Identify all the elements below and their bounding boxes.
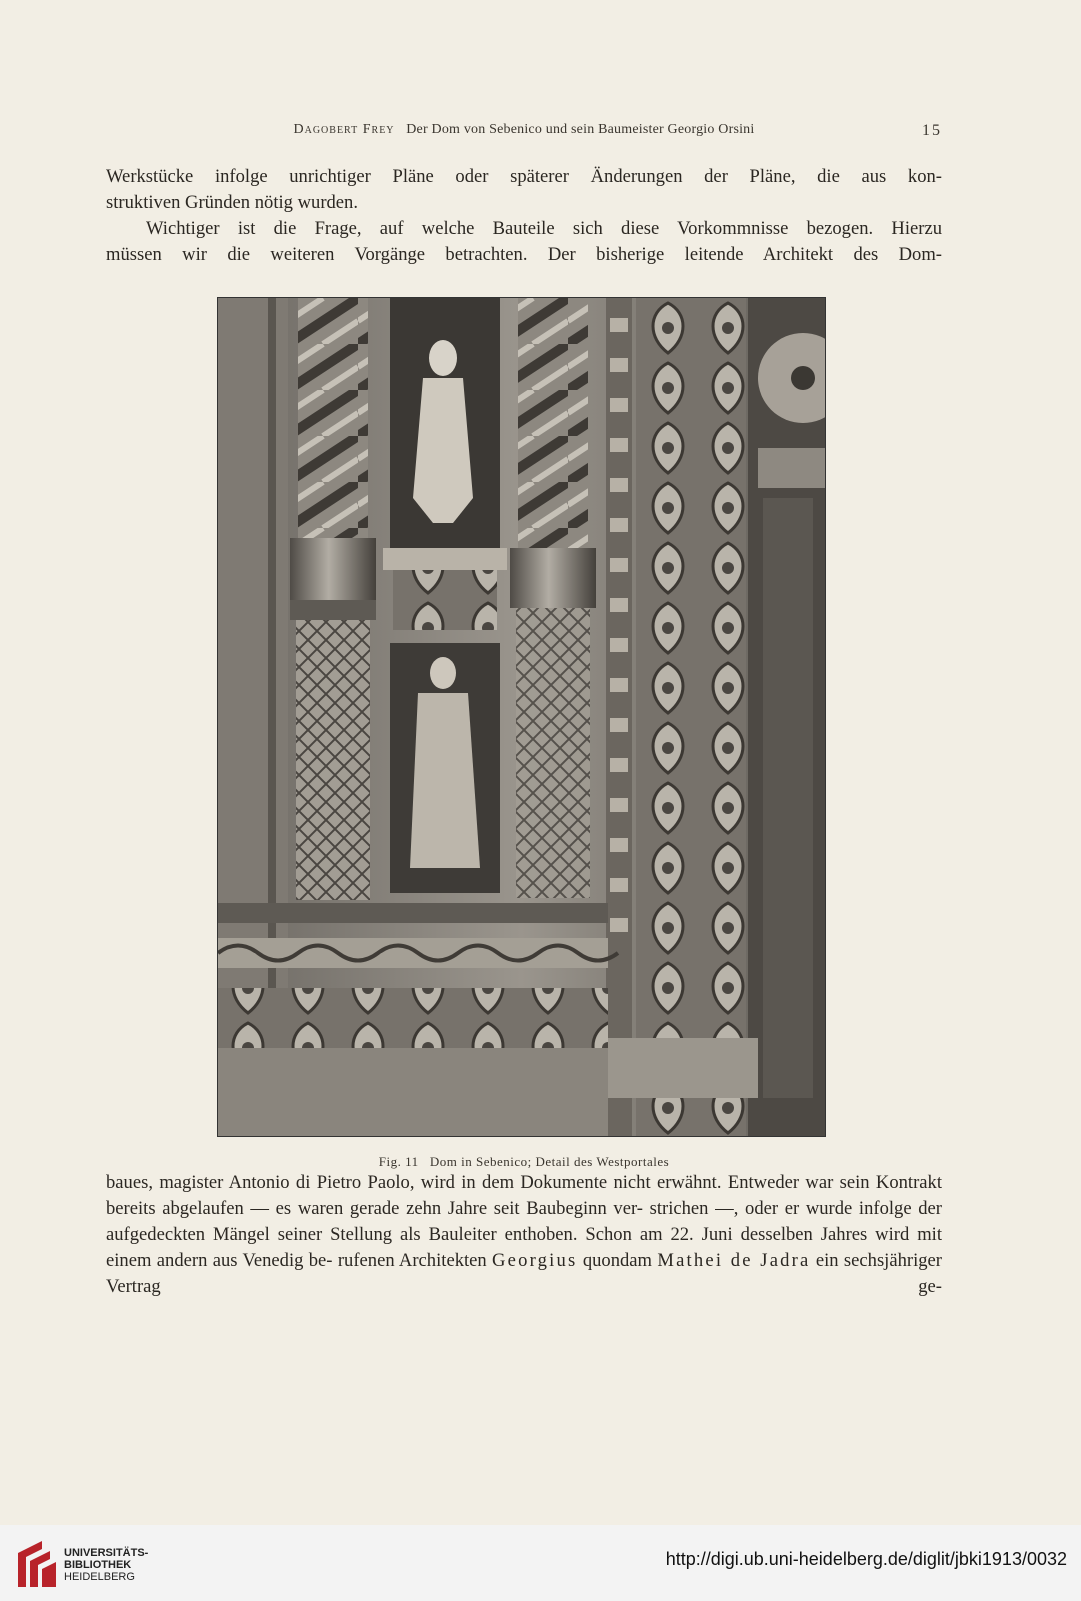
paragraph-text-part: ein sechsjähriger Vertrag ge- bbox=[106, 1250, 943, 1297]
spaced-name-georgius: Georgius bbox=[492, 1250, 578, 1271]
text-line bbox=[106, 216, 942, 242]
running-header bbox=[106, 122, 942, 146]
permalink-url[interactable]: http://digi.ub.uni-heidelberg.de/diglit/jbki1913/0032 bbox=[665, 1549, 1067, 1569]
text-line: struktiven Gründen nötig wurden. bbox=[106, 192, 359, 213]
footer-bar bbox=[0, 1525, 1081, 1601]
header-title: Der Dom von Sebenico und sein Baumeister Georgio Orsini bbox=[406, 122, 755, 137]
library-line: UNIVERSITÄTS- bbox=[64, 1547, 149, 1559]
portal-photo-illustration bbox=[218, 298, 825, 1136]
text-line: Werkstücke infolge unrichtiger Pläne oder späterer Änderungen der Pläne, die aus kon- bbox=[106, 166, 942, 187]
text-line-content: Wichtiger ist die Frage, auf welche Bauteile sich diese Vorkommnisse bezogen. Hierzu bbox=[146, 218, 942, 239]
spaced-name-mathei: Mathei de Jadra bbox=[657, 1250, 811, 1271]
library-logo-icon bbox=[12, 1539, 60, 1591]
page-number: 15 bbox=[922, 122, 942, 139]
figure-caption: Fig. 11 Dom in Sebenico; Detail des Westportales bbox=[378, 1154, 670, 1169]
paragraph-text-part: baues, magister Antonio di Pietro Paolo, wird in dem Dokumente nicht erwähnt. Entweder war sein Kontrakt bereits abgelaufen — es waren gerade zehn Jahre seit Baubeginn ver- strichen —, oder er wurde infolge der aufgedeckten Mängel seiner Stellung als Bauleiter enthoben. Schon am 22. Juni desselben Jahres wird mit einem andern aus Venedig be- rufenen Architekten bbox=[106, 1172, 942, 1271]
paragraph-top bbox=[106, 164, 942, 268]
library-name bbox=[64, 1547, 148, 1583]
header-author: Dagobert Frey bbox=[293, 122, 395, 137]
library-line: BIBLIOTHEK bbox=[64, 1559, 132, 1571]
figure-photo-portal-detail bbox=[217, 297, 826, 1137]
paragraph-bottom bbox=[106, 1170, 942, 1300]
header-title-line bbox=[106, 122, 942, 138]
library-line: HEIDELBERG bbox=[64, 1571, 135, 1583]
paragraph-text-part: quondam bbox=[577, 1250, 658, 1271]
text-line: müssen wir die weiteren Vorgänge betrachten. Der bisherige leitende Architekt des Dom- bbox=[106, 244, 942, 265]
